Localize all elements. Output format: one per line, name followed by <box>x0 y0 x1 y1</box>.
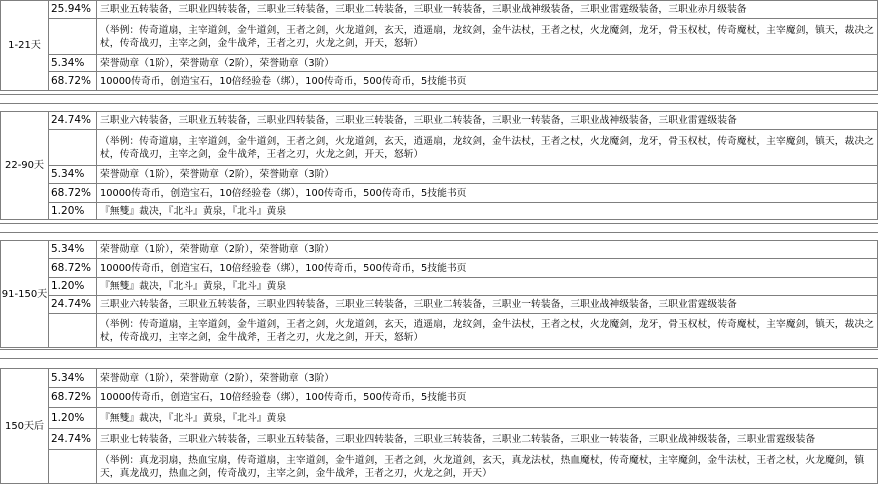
reward-items-cell: 三职业五转装备，三职业四转装备，三职业三转装备，三职业二转装备，三职业一转装备，三职业战神级装备，三职业雷霆级装备，三职业赤月级装备 <box>97 1 878 19</box>
reward-items-cell: （举例：传奇道扇，主宰道剑，金牛道剑，王者之剑，火龙道剑，玄天，逍遥扇，龙纹剑，金牛法杖，王者之杖，火龙魔剑，龙牙，骨玉权杖，传奇魔杖，主宰魔剑，镇天，裁决之杖，传奇战刃，主宰之剑，金牛战斧，王者之刃，火龙之剑，开天，怒斩） <box>97 314 878 348</box>
table-row <box>1 112 878 130</box>
probability-cell: 68.72% <box>49 184 97 203</box>
reward-items-cell: 10000传奇币，创造宝石，10倍经验卷（绑），100传奇币，500传奇币，5技能书页 <box>97 259 878 278</box>
section-divider <box>0 94 878 104</box>
probability-cell <box>49 19 97 55</box>
probability-cell: 5.34% <box>49 369 97 388</box>
reward-table-section-1 <box>0 0 878 91</box>
probability-cell: 1.20% <box>49 278 97 296</box>
table-row <box>1 278 878 296</box>
table-row <box>1 388 878 408</box>
table-row <box>1 369 878 388</box>
section-divider <box>0 349 878 359</box>
probability-cell <box>49 130 97 166</box>
table-row <box>1 166 878 184</box>
table-row <box>1 1 878 19</box>
reward-items-cell: 荣誉勋章（1阶），荣誉勋章（2阶），荣誉勋章（3阶） <box>97 369 878 388</box>
probability-cell: 5.34% <box>49 55 97 72</box>
probability-cell: 68.72% <box>49 388 97 408</box>
reward-table-section-4 <box>0 368 878 484</box>
reward-items-cell: 10000传奇币，创造宝石，10倍经验卷（绑），100传奇币，500传奇币，5技能书页 <box>97 72 878 91</box>
probability-cell: 24.74% <box>49 296 97 314</box>
table-row <box>1 184 878 203</box>
table-row <box>1 450 878 484</box>
section-divider <box>0 223 878 233</box>
period-label: 91-150天 <box>1 241 49 348</box>
reward-items-cell: 『無雙』裁决，『北斗』黄泉，『北斗』黄泉 <box>97 278 878 296</box>
reward-items-cell: 三职业七转装备，三职业六转装备，三职业五转装备，三职业四转装备，三职业三转装备，三职业二转装备，三职业一转装备，三职业战神级装备，三职业雷霆级装备 <box>97 429 878 450</box>
period-label: 150天后 <box>1 369 49 484</box>
probability-cell: 68.72% <box>49 259 97 278</box>
probability-cell <box>49 450 97 484</box>
reward-items-cell: 三职业六转装备，三职业五转装备，三职业四转装备，三职业三转装备，三职业二转装备，三职业一转装备，三职业战神级装备，三职业雷霆级装备 <box>97 296 878 314</box>
reward-table-section-3 <box>0 240 878 348</box>
table-row <box>1 203 878 220</box>
reward-items-cell: 荣誉勋章（1阶），荣誉勋章（2阶），荣誉勋章（3阶） <box>97 166 878 184</box>
period-label: 22-90天 <box>1 112 49 220</box>
reward-items-cell: 『無雙』裁决，『北斗』黄泉，『北斗』黄泉 <box>97 203 878 220</box>
probability-cell: 1.20% <box>49 408 97 429</box>
reward-items-cell: 10000传奇币，创造宝石，10倍经验卷（绑），100传奇币，500传奇币，5技能书页 <box>97 388 878 408</box>
table-row <box>1 72 878 91</box>
reward-items-cell: （举例：传奇道扇，主宰道剑，金牛道剑，王者之剑，火龙道剑，玄天，逍遥扇，龙纹剑，金牛法杖，王者之杖，火龙魔剑，龙牙，骨玉权杖，传奇魔杖，主宰魔剑，镇天，裁决之杖，传奇战刃，主宰之剑，金牛战斧，王者之刃，火龙之剑，开天，怒斩） <box>97 130 878 166</box>
reward-items-cell: （举例：传奇道扇，主宰道剑，金牛道剑，王者之剑，火龙道剑，玄天，逍遥扇，龙纹剑，金牛法杖，王者之杖，火龙魔剑，龙牙，骨玉权杖，传奇魔杖，主宰魔剑，镇天，裁决之杖，传奇战刃，主宰之剑，金牛战斧，王者之刃，火龙之剑，开天，怒斩） <box>97 19 878 55</box>
reward-items-cell: 10000传奇币，创造宝石，10倍经验卷（绑），100传奇币，500传奇币，5技能书页 <box>97 184 878 203</box>
reward-table-section-2 <box>0 111 878 220</box>
table-row <box>1 241 878 259</box>
reward-items-cell: 『無雙』裁决，『北斗』黄泉，『北斗』黄泉 <box>97 408 878 429</box>
probability-cell: 25.94% <box>49 1 97 19</box>
table-row <box>1 19 878 55</box>
table-row <box>1 314 878 348</box>
table-row <box>1 55 878 72</box>
table-row <box>1 429 878 450</box>
probability-cell: 68.72% <box>49 72 97 91</box>
probability-cell: 24.74% <box>49 112 97 130</box>
probability-cell: 24.74% <box>49 429 97 450</box>
reward-items-cell: 三职业六转装备，三职业五转装备，三职业四转装备，三职业三转装备，三职业二转装备，三职业一转装备，三职业战神级装备，三职业雷霆级装备 <box>97 112 878 130</box>
probability-cell <box>49 314 97 348</box>
table-row <box>1 259 878 278</box>
table-row <box>1 408 878 429</box>
reward-items-cell: （举例：真龙羽扇，热血宝扇，传奇道扇，主宰道剑，金牛道剑，王者之剑，火龙道剑，玄天，真龙法杖，热血魔杖，传奇魔杖，主宰魔剑，金牛法杖，王者之杖，火龙魔剑，镇天，真龙战刃，热血之剑，传奇战刃，主宰之剑，金牛战斧，王者之刃，火龙之剑，开天） <box>97 450 878 484</box>
table-row <box>1 130 878 166</box>
probability-cell: 1.20% <box>49 203 97 220</box>
reward-items-cell: 荣誉勋章（1阶），荣誉勋章（2阶），荣誉勋章（3阶） <box>97 241 878 259</box>
probability-cell: 5.34% <box>49 166 97 184</box>
probability-cell: 5.34% <box>49 241 97 259</box>
reward-items-cell: 荣誉勋章（1阶），荣誉勋章（2阶），荣誉勋章（3阶） <box>97 55 878 72</box>
period-label: 1-21天 <box>1 1 49 91</box>
table-row <box>1 296 878 314</box>
